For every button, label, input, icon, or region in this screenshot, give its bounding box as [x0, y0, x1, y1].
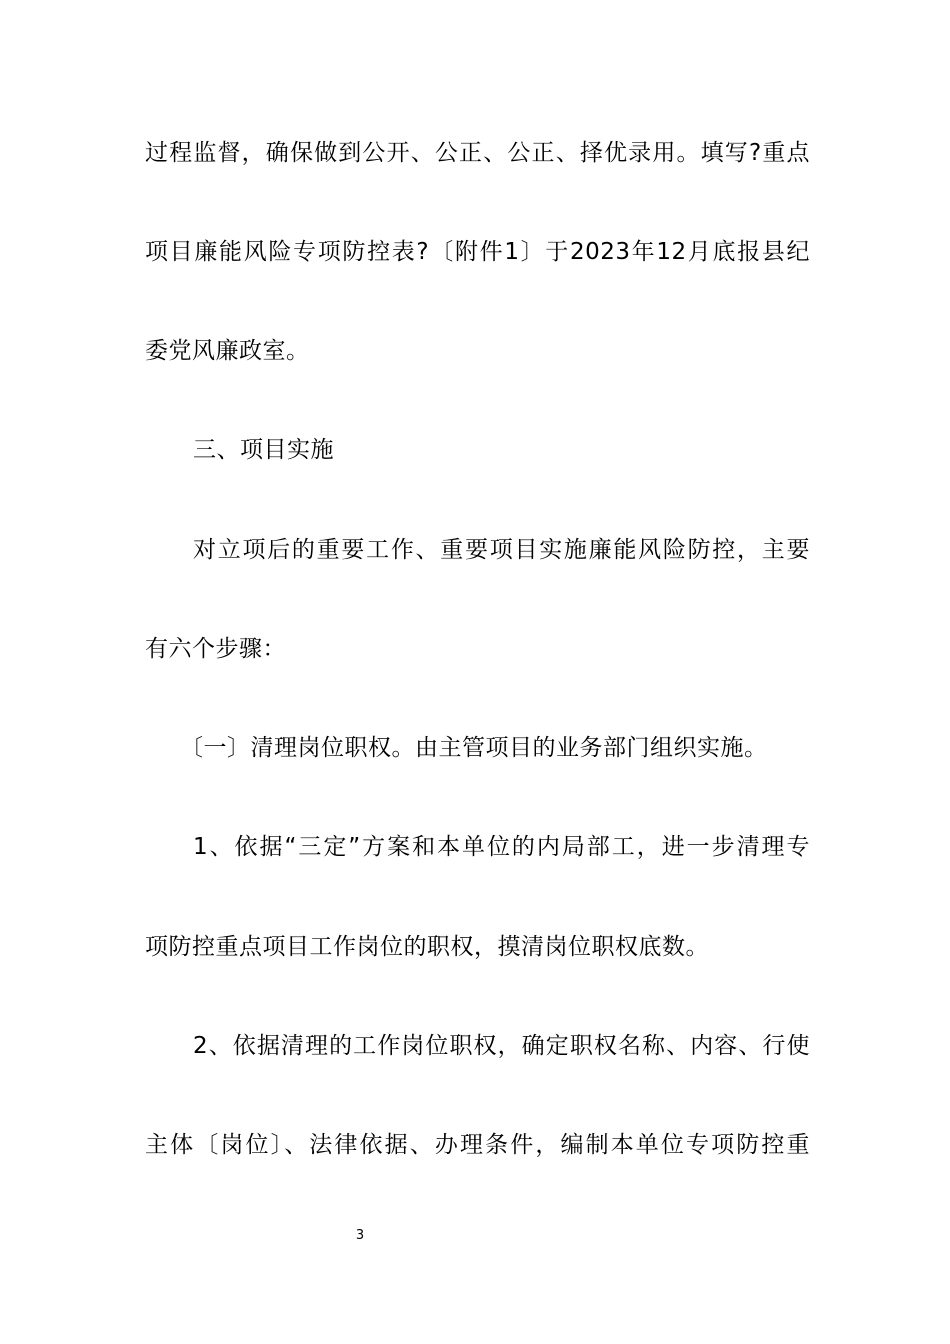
- paragraph-line-10: 2、依据清理的工作岗位职权，确定职权名称、内容、行使: [193, 1033, 810, 1059]
- paragraph-line-9: 项防控重点项目工作岗位的职权，摸清岗位职权底数。: [145, 934, 709, 960]
- page-number: 3: [355, 1228, 365, 1243]
- section-heading: 三、项目实施: [193, 437, 334, 463]
- paragraph-line-3: 委党风廉政室。: [145, 338, 310, 364]
- paragraph-line-1: 过程监督，确保做到公开、公正、公正、择优录用。填写?重点: [145, 140, 810, 166]
- paragraph-line-5: 对立项后的重要工作、重要项目实施廉能风险防控，主要: [193, 537, 810, 563]
- paragraph-line-8: 1、依据“三定”方案和本单位的内局部工，进一步清理专: [193, 834, 810, 860]
- paragraph-line-2: 项目廉能风险专项防控表?〔附件1〕于2023年12月底报县纪: [145, 239, 810, 265]
- paragraph-line-11: 主体〔岗位〕、法律依据、办理条件，编制本单位专项防控重: [145, 1132, 810, 1158]
- paragraph-line-6: 有六个步骤：: [145, 636, 286, 662]
- subsection-heading: 〔一〕清理岗位职权。由主管项目的业务部门组织实施。: [180, 735, 768, 761]
